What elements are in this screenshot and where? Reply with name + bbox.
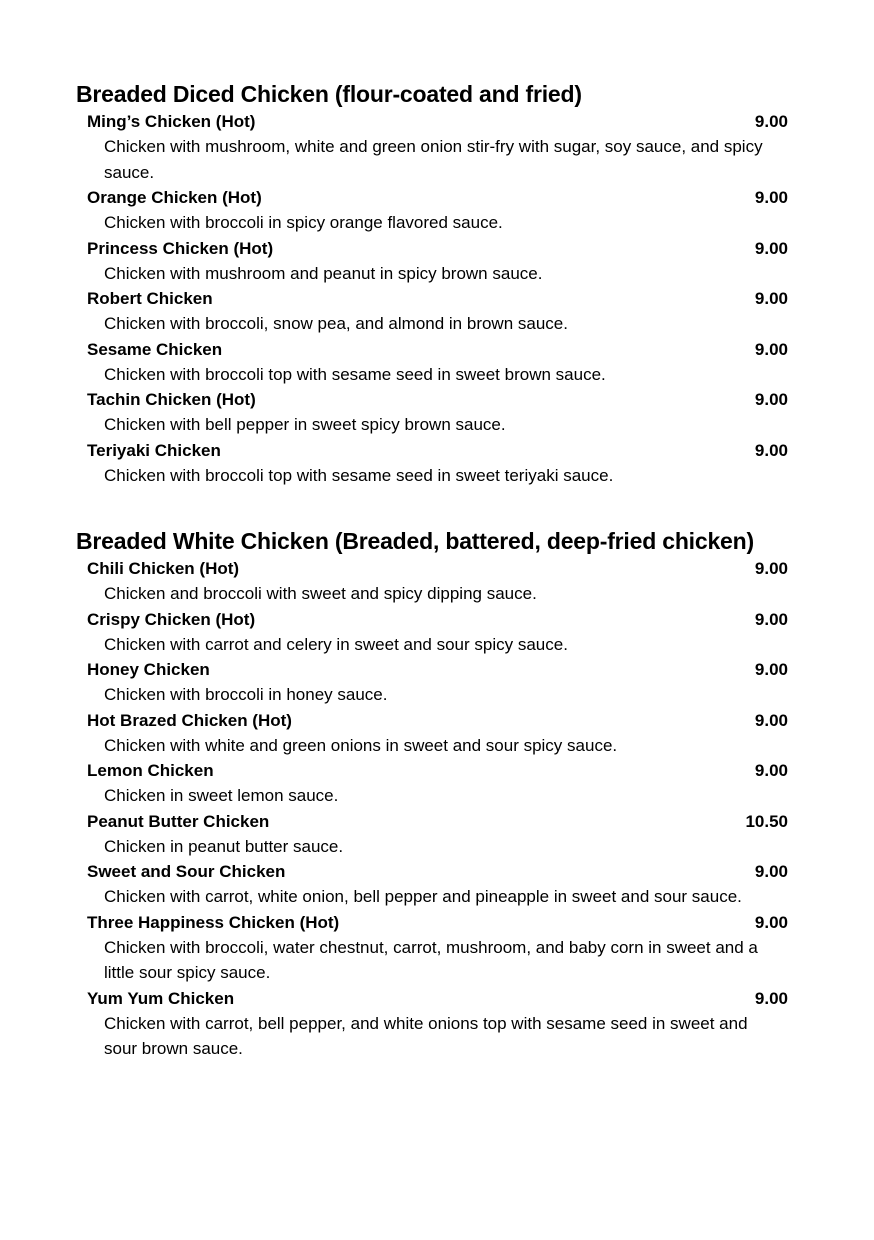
menu-item-description: Chicken with carrot and celery in sweet and sour spicy sauce.: [104, 634, 568, 654]
section-title: Breaded White Chicken (Breaded, battered, deep-fried chicken): [76, 528, 754, 554]
section-breaded-diced-chicken: [76, 79, 792, 488]
menu-item-description: Chicken in sweet lemon sauce.: [104, 786, 339, 805]
menu-item: [76, 185, 792, 236]
menu-item-name: Peanut Butter Chicken: [87, 811, 270, 831]
menu-item-list: [76, 556, 792, 1062]
menu-item-name: Ming’s Chicken (Hot): [87, 112, 256, 131]
menu-item: [76, 109, 792, 185]
menu-item: [76, 337, 792, 388]
menu-item: [76, 657, 792, 708]
menu-item-price: 9.00: [754, 660, 788, 679]
menu-item-price: 9.00: [754, 440, 788, 460]
menu-item-description: Chicken and broccoli with sweet and spicy dipping sauce.: [104, 584, 537, 603]
menu-item-description: Chicken with broccoli top with sesame seed in sweet brown sauce.: [104, 364, 606, 384]
menu-item-description: Chicken with broccoli in honey sauce.: [104, 685, 388, 704]
menu-item: [76, 236, 792, 287]
section-breaded-white-chicken: [76, 526, 792, 1062]
menu-item-price: 9.00: [754, 339, 788, 359]
menu-item-price: 9.00: [754, 559, 788, 578]
menu-item: [76, 859, 792, 910]
menu-item-description: Chicken with broccoli, water chestnut, carrot, mushroom, and baby corn in sweet and a little sour spicy sauce.: [104, 937, 758, 982]
menu-item-list: [76, 109, 792, 488]
menu-item-price: 9.00: [754, 609, 788, 629]
menu-item-price: 9.00: [754, 112, 788, 131]
menu-item-price: 9.00: [754, 862, 788, 881]
menu-item-price: 9.00: [754, 188, 788, 207]
menu-item-description: Chicken with broccoli top with sesame seed in sweet teriyaki sauce.: [104, 465, 614, 485]
menu-item: [76, 286, 792, 337]
menu-item-description: Chicken in peanut butter sauce.: [104, 836, 344, 856]
menu-item-name: Sesame Chicken: [87, 339, 223, 359]
menu-item-name: Chili Chicken (Hot): [87, 559, 240, 578]
menu-item-name: Princess Chicken (Hot): [87, 238, 274, 258]
menu-item-name: Robert Chicken: [87, 289, 213, 308]
menu-item-price: 9.00: [754, 988, 788, 1008]
menu-item: [76, 387, 792, 438]
menu-item-description: Chicken with mushroom, white and green onion stir-fry with sugar, soy sauce, and spicy sauce.: [104, 137, 763, 182]
menu-item-price: 9.00: [754, 289, 788, 308]
menu-item-name: Three Happiness Chicken (Hot): [87, 912, 340, 932]
menu-item-description: Chicken with bell pepper in sweet spicy brown sauce.: [104, 415, 506, 434]
menu-item-price: 9.00: [754, 761, 788, 780]
menu-item: [76, 708, 792, 759]
menu-item-price: 9.00: [754, 912, 788, 932]
menu-item-description: Chicken with mushroom and peanut in spicy brown sauce.: [104, 263, 543, 283]
menu-item-description: Chicken with carrot, bell pepper, and white onions top with sesame seed in sweet and sour brown sauce.: [104, 1013, 748, 1058]
menu-item-name: Lemon Chicken: [87, 761, 214, 780]
menu-item-name: Honey Chicken: [87, 660, 210, 679]
menu-item: [76, 910, 792, 986]
menu-item-name: Teriyaki Chicken: [87, 440, 221, 460]
menu-item: [76, 758, 792, 809]
menu-item-name: Crispy Chicken (Hot): [87, 609, 256, 629]
menu-item-description: Chicken with broccoli, snow pea, and almond in brown sauce.: [104, 314, 568, 333]
menu-item: [76, 809, 792, 860]
menu-item-description: Chicken with broccoli in spicy orange flavored sauce.: [104, 213, 503, 232]
menu-item: [76, 607, 792, 658]
menu-item-price: 9.00: [754, 238, 788, 258]
menu-item: [76, 438, 792, 489]
menu-item-name: Yum Yum Chicken: [87, 988, 235, 1008]
menu-item-name: Tachin Chicken (Hot): [87, 390, 256, 409]
menu-item-name: Sweet and Sour Chicken: [87, 862, 286, 881]
menu-item-price: 9.00: [754, 390, 788, 409]
menu-item-name: Orange Chicken (Hot): [87, 188, 262, 207]
menu-item-name: Hot Brazed Chicken (Hot): [87, 710, 292, 730]
menu-item: [76, 986, 792, 1062]
section-title: Breaded Diced Chicken (flour-coated and fried): [76, 81, 582, 107]
menu-item-description: Chicken with white and green onions in sweet and sour spicy sauce.: [104, 735, 618, 755]
menu-item-description: Chicken with carrot, white onion, bell pepper and pineapple in sweet and sour sauce.: [104, 887, 742, 906]
menu-item: [76, 556, 792, 607]
menu-item-price: 9.00: [754, 710, 788, 730]
menu-item-price: 10.50: [745, 811, 788, 831]
